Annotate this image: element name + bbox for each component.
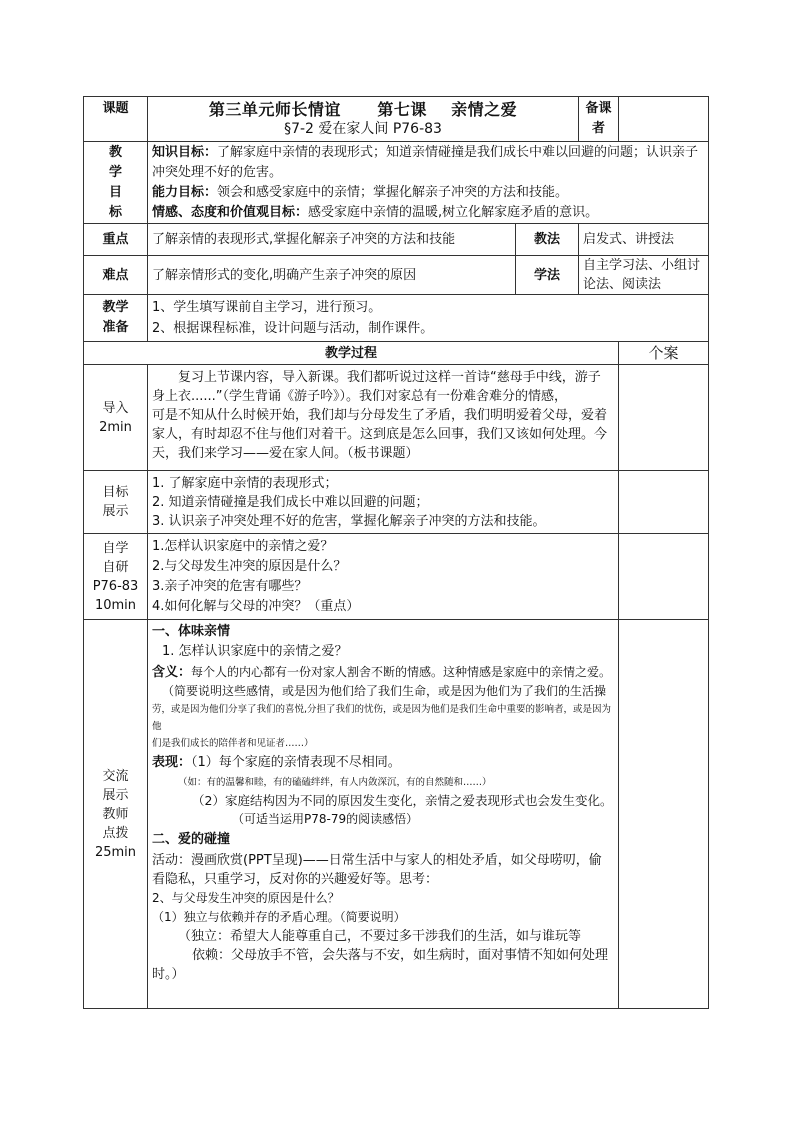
- objective-item: 3. 认识亲子冲突处理不好的危害，掌握化解亲子冲突的方法和技能。: [152, 513, 546, 529]
- intro-label-cell: [84, 365, 148, 471]
- objective-item: 1. 了解家庭中亲情的表现形式；: [152, 475, 338, 491]
- intro-line: 可是不知从什么时候开始，我们却与分母发生了矛盾，我们明明爱着父母，爱着: [152, 408, 608, 423]
- intro-case-cell: [619, 365, 709, 471]
- intro-line: 天，我们来学习——爱在家人间。（板书课题）: [152, 446, 419, 461]
- exchange-case-cell: [619, 620, 709, 1009]
- intro-line: 身上衣......”（学生背诵《游子吟》）。我们对家总有一份难舍难分的情感，: [152, 389, 568, 404]
- knowledge-label: 知识目标：: [152, 144, 218, 160]
- objectives-case-cell: [619, 471, 709, 534]
- express-label: 表现：: [152, 755, 192, 770]
- preparation-label: 教学准备: [84, 295, 148, 342]
- preparation-content: [148, 295, 709, 342]
- case-header: 个案: [619, 342, 709, 365]
- lesson-title: [148, 97, 579, 142]
- intro-line: 复习上节课内容，导入新课。我们都听说过这样一首诗“慈母手中线，游子: [178, 370, 601, 385]
- express-text: （1）每个家庭的亲情表现不尽相同。: [191, 755, 401, 770]
- exchange-label: 交流展示教师点拨: [102, 768, 129, 841]
- difficulties-text: 了解亲情形式的变化,明确产生亲子冲突的原因: [148, 256, 516, 295]
- goals-content: [148, 142, 709, 224]
- dependence-line-a: 依赖：父母放手不管，会失落与不安，如生病时，面对事情不知如何处理: [192, 948, 609, 963]
- teaching-method-label: 教法: [516, 224, 579, 256]
- self-study-item: 3.亲子冲突的危害有哪些？: [152, 578, 308, 594]
- note1-c: 们是我们成长的陪伴者和见证者……）: [152, 738, 314, 749]
- self-study-content: [148, 534, 619, 620]
- lesson-plan-table: [83, 96, 709, 1009]
- self-study-item: 1.怎样认识家庭中的亲情之爱？: [152, 538, 334, 554]
- self-study-pages: P76-83: [92, 578, 139, 594]
- self-study-item: 2.与父母发生冲突的原因是什么？: [152, 558, 347, 574]
- lesson-title-line1: 第三单元师长情谊 第七课 亲情之爱: [208, 100, 518, 119]
- teaching-method-text: 启发式、讲授法: [579, 224, 709, 256]
- lesson-title-line2: §7-2 爱在家人间 P76-83: [284, 121, 442, 137]
- preparer-value: [619, 97, 709, 142]
- section2-title: 二、爱的碰撞: [152, 832, 231, 847]
- meaning-text: 每个人的内心都有一份对家人割舍不断的情感。这种情感是家庭中的亲情之爱。: [191, 665, 612, 679]
- goals-label: 教学目标: [84, 142, 148, 224]
- difficulties-label: 难点: [84, 256, 148, 295]
- goals-row: [84, 142, 709, 224]
- objectives-label: 目标展示: [84, 471, 148, 534]
- difficulties-row: [84, 256, 709, 295]
- question1: 1. 怎样认识家庭中的亲情之爱？: [162, 644, 348, 659]
- objectives-content: [148, 471, 619, 534]
- question2: 2、与父母发生冲突的原因是什么？: [152, 891, 340, 905]
- key-points-row: [84, 224, 709, 256]
- preparation-item: 2、根据课程标准，设计问题与活动，制作课件。: [152, 321, 434, 336]
- intro-content: [148, 365, 619, 471]
- meaning-label: 含义：: [152, 665, 192, 680]
- independence-line: （独立：希望大人能尊重自己，不要过多干涉我们的生活，如与谁玩等: [178, 929, 582, 944]
- knowledge-text: 了解家庭中亲情的表现形式；知道亲情碰撞是我们成长中难以回避的问题；认识亲子冲突处理不好的危害。: [152, 144, 699, 180]
- intro-label: 导入: [102, 400, 129, 416]
- study-method-label: 学法: [516, 256, 579, 295]
- activity-line-b: 看隐私，只重学习，反对你的兴趣爱好等。思考：: [152, 872, 439, 887]
- title-row: [84, 97, 709, 142]
- intro-line: 家人，有时却忍不住与他们对着干。这到底是怎么回事，我们又该如何处理。今: [152, 427, 608, 442]
- ability-text: 领会和感受家庭中的亲情；掌握化解亲子冲突的方法和技能。: [217, 184, 569, 200]
- objective-item: 2. 知道亲情碰撞是我们成长中难以回避的问题；: [152, 494, 429, 510]
- preparer-label: 备课者: [579, 97, 619, 142]
- reason1: （1）独立与依赖并存的矛盾心理。（简要说明）: [152, 910, 406, 924]
- self-study-label: 自学自研: [102, 540, 129, 575]
- process-header-row: [84, 342, 709, 365]
- section1-title: 一、体味亲情: [152, 624, 231, 639]
- emotion-label: 情感、态度和价值观目标：: [152, 204, 309, 220]
- key-points-text: 了解亲情的表现形式,掌握化解亲子冲突的方法和技能: [148, 224, 516, 256]
- self-study-time: 10min: [94, 597, 137, 613]
- self-study-label-cell: [84, 534, 148, 620]
- emotion-text: 感受家庭中亲情的温暖,树立化解家庭矛盾的意识。: [308, 204, 599, 220]
- express-note: （如：有的温馨和睦，有的磕磕绊绊，有人内敛深沉，有的自然随和……）: [178, 777, 492, 788]
- preparation-row: [84, 295, 709, 342]
- preparation-item: 1、学生填写课前自主学习，进行预习。: [152, 300, 382, 315]
- exchange-row: [84, 620, 709, 1009]
- study-method-text: 自主学习法、小组讨论法、阅读法: [579, 256, 709, 295]
- express2: （2）家庭结构因为不同的原因发生变化，亲情之爱表现形式也会发生变化。: [192, 793, 613, 808]
- self-study-row: [84, 534, 709, 620]
- note1-a: （简要说明这些感情，或是因为他们给了我们生命，或是因为他们为了我们的生活操: [162, 684, 607, 698]
- exchange-time: 25min: [94, 844, 137, 860]
- process-header: 教学过程: [84, 342, 619, 365]
- note1-b: 劳，或是因为他们分享了我们的喜悦,分担了我们的忧伤，或是因为他们是我们生命中重要的影响者，或是因为他: [152, 704, 612, 732]
- self-study-item: 4.如何化解与父母的冲突？（重点）: [152, 598, 360, 614]
- key-points-label: 重点: [84, 224, 148, 256]
- dependence-line-b: 时。）: [152, 967, 185, 982]
- intro-time: 2min: [99, 419, 132, 435]
- topic-label: 课题: [84, 97, 148, 142]
- self-study-case-cell: [619, 534, 709, 620]
- objectives-row: [84, 471, 709, 534]
- intro-row: [84, 365, 709, 471]
- exchange-content: [148, 620, 619, 1009]
- activity-line-a: 活动：漫画欣赏(PPT呈现)——日常生活中与家人的相处矛盾，如父母唠叨，偷: [152, 853, 602, 868]
- exchange-label-cell: [84, 620, 148, 1009]
- ability-label: 能力目标：: [152, 184, 218, 200]
- express2-note: （可适当运用P78-79的阅读感悟）: [232, 812, 419, 826]
